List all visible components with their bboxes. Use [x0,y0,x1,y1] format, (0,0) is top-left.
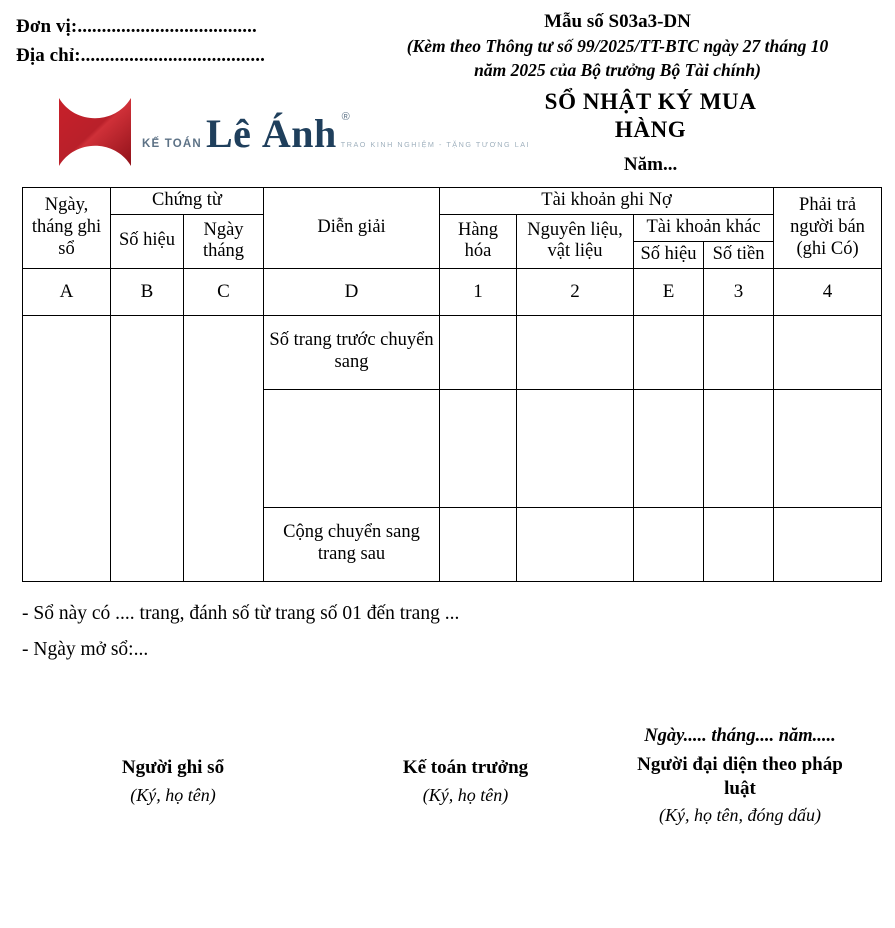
signature-block-legal-representative [603,726,877,827]
code-cell-4: 4 [774,268,882,315]
header-other-number: Số hiệu [634,241,704,268]
document-title-block [530,88,895,176]
document-header [0,0,895,81]
header-date-record: Ngày, tháng ghi sổ [23,188,111,268]
code-cell-b: B [111,268,184,315]
logo-name-wrap [205,110,350,156]
header-description: Diễn giải [264,188,440,268]
header-other-amount: Số tiền [704,241,774,268]
header-voucher-number: Số hiệu [111,215,184,269]
header-voucher-group: Chứng từ [111,188,264,215]
form-number: Mẫu số S03a3-DN [544,11,691,32]
cell-other-amount[interactable] [704,315,774,389]
header-voucher-date: Ngày tháng [184,215,264,269]
logo-tagline-text: TRAO KINH NGHIỆM - TẶNG TƯƠNG LAI [340,139,531,149]
cell-payable[interactable] [774,315,882,389]
cell-materials[interactable] [517,315,634,389]
code-cell-d: D [264,268,440,315]
code-cell-1: 1 [440,268,517,315]
signature-subtitle-chief-accountant: (Ký, họ tên) [422,784,509,805]
circular-reference-line2: năm 2025 của Bộ trưởng Bộ Tài chính) [474,59,761,80]
cell-materials[interactable] [517,507,634,581]
code-cell-3: 3 [704,268,774,315]
ledger-table-wrap [0,187,895,581]
cell-payable[interactable] [774,389,882,507]
cell-materials[interactable] [517,389,634,507]
cell-goods[interactable] [440,389,517,507]
header-debit-group: Tài khoản ghi Nợ [440,188,774,215]
code-cell-2: 2 [517,268,634,315]
signature-subtitle-legal-representative: (Ký, họ tên, đóng dấu) [659,805,821,826]
company-logo [55,91,530,173]
header-materials: Nguyên liệu, vật liệu [517,215,634,269]
cell-other-amount[interactable] [704,389,774,507]
header-goods: Hàng hóa [440,215,517,269]
code-cell-a: A [23,268,111,315]
address-label: Địa chỉ:...................................... [16,45,265,67]
unit-info-block [16,8,346,71]
registered-trademark-icon: ® [341,110,350,123]
cell-other-number[interactable] [634,315,704,389]
signature-spacer [18,726,328,756]
table-header-row-2 [23,215,882,242]
signature-date-line: Ngày..... tháng.... năm..... [644,725,836,746]
unit-label: Đơn vị:..................................... [16,16,257,37]
cell-voucher-number[interactable] [111,315,184,581]
cell-goods[interactable] [440,315,517,389]
cell-description-carry-next[interactable]: Cộng chuyển sang trang sau [264,507,440,581]
cell-other-amount[interactable] [704,507,774,581]
form-reference-block [346,8,879,81]
le-anh-logo-mark [55,95,135,169]
footer-notes [0,582,895,668]
logo-wordmark [142,110,531,156]
cell-description-carried-forward[interactable]: Số trang trước chuyển sang [264,315,440,389]
cell-other-number[interactable] [634,507,704,581]
table-code-row [23,268,882,315]
table-header-row-1 [23,188,882,215]
page-title: SỔ NHẬT KÝ MUA HÀNG [544,89,757,142]
title-band [0,89,895,175]
cell-description-blank[interactable] [264,389,440,507]
note-open-date: - Ngày mở sổ:... [22,638,149,660]
signature-spacer [328,726,603,756]
signature-title-chief-accountant: Kế toán trưởng [402,756,529,778]
note-page-count: - Sổ này có .... trang, đánh số từ trang số 01 đến trang ... [22,602,460,624]
header-payable: Phải trả người bán (ghi Có) [774,188,882,268]
table-row[interactable] [23,315,882,389]
signature-title-recorder: Người ghi sổ [121,756,225,778]
signature-block-recorder [18,726,328,806]
cell-voucher-date[interactable] [184,315,264,581]
cell-date-record[interactable] [23,315,111,581]
logo-name-text: Lê Ánh [205,110,337,156]
signature-row [0,726,895,827]
logo-kicker-text: KẾ TOÁN [142,137,202,150]
signature-subtitle-recorder: (Ký, họ tên) [130,784,216,805]
code-cell-e: E [634,268,704,315]
year-field: Năm... [623,154,678,176]
header-other-account-group: Tài khoản khác [634,215,774,242]
code-cell-c: C [184,268,264,315]
cell-payable[interactable] [774,507,882,581]
cell-other-number[interactable] [634,389,704,507]
cell-goods[interactable] [440,507,517,581]
signature-title-legal-representative: Người đại diện theo pháp luật [637,753,843,799]
signature-block-chief-accountant [328,726,603,806]
circular-reference-line1: (Kèm theo Thông tư số 99/2025/TT-BTC ngày 27 tháng 10 [406,35,829,56]
purchase-journal-table [22,187,882,581]
